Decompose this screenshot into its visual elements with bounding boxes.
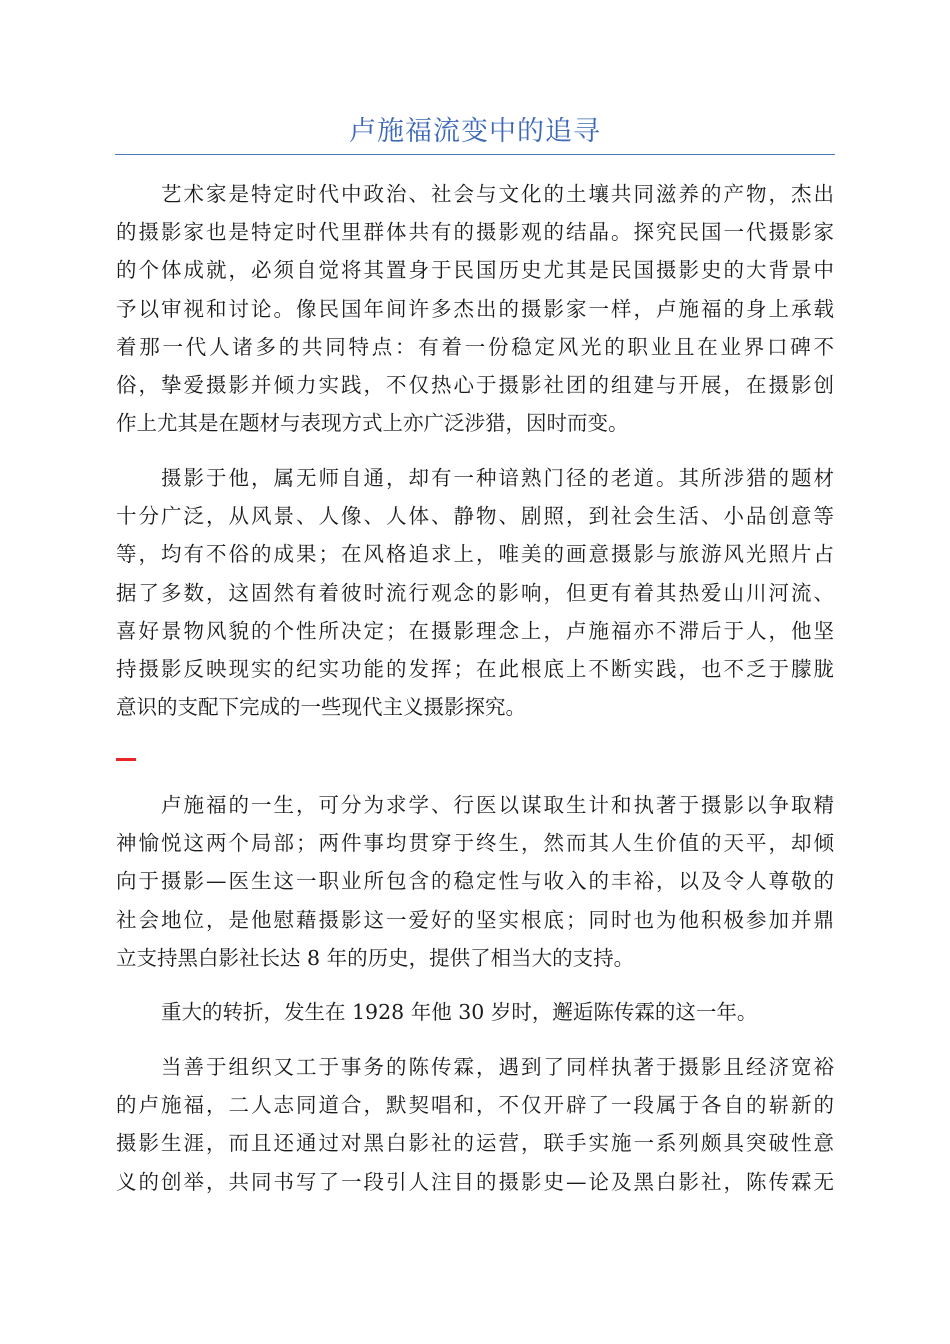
paragraph-2	[116, 459, 834, 726]
paragraph-line: 持摄影反映现实的纪实功能的发挥；在此根底上不断实践，也不乏于朦胧	[116, 657, 834, 682]
paragraph-line: 向于摄影—医生这一职业所包含的稳定性与收入的丰裕，以及令人尊敬的	[116, 869, 834, 894]
paragraph-line: 卢施福的一生，可分为求学、行医以谋取生计和执著于摄影以争取精	[161, 793, 834, 817]
paragraph-line: 摄影于他，属无师自通，却有一种谙熟门径的老道。其所涉猎的题材	[161, 466, 834, 490]
paragraph-line: 等，均有不俗的成果；在风格追求上，唯美的画意摄影与旅游风光照片占	[116, 542, 834, 567]
paragraph-line: 作上尤其是在题材与表现方式上亦广泛涉猎，因时而变。	[116, 411, 629, 436]
paragraph-5	[116, 1048, 834, 1201]
paragraph-line: 摄影生涯，而且还通过对黑白影社的运营，联手实施一系列颇具突破性意	[116, 1131, 834, 1156]
paragraph-line: 十分广泛，从风景、人像、人体、静物、剧照，到社会生活、小品创意等	[116, 504, 834, 529]
paragraph-line: 俗，挚爱摄影并倾力实践，不仅热心于摄影社团的组建与开展，在摄影创	[116, 373, 834, 398]
paragraph-line: 的摄影家也是特定时代里群体共有的摄影观的结晶。探究民国一代摄影家	[116, 220, 834, 245]
section-divider-mark	[116, 758, 136, 761]
paragraph-line: 神愉悦这两个局部；两件事均贯穿于终生，然而其人生价值的天平，却倾	[116, 831, 834, 856]
paragraph-line: 着那一代人诸多的共同特点：有着一份稳定风光的职业且在业界口碑不	[116, 334, 834, 359]
paragraph-line: 社会地位，是他慰藉摄影这一爱好的坚实根底；同时也为他积极参加并鼎	[116, 907, 834, 932]
paragraph-4	[116, 993, 834, 1031]
title-underline	[115, 154, 835, 155]
paragraph-line: 义的创举，共同书写了一段引人注目的摄影史—论及黑白影社，陈传霖无	[116, 1169, 834, 1194]
paragraph-line: 据了多数，这固然有着彼时流行观念的影响，但更有着其热爱山川河流、	[116, 580, 834, 605]
paragraph-line: 喜好景物风貌的个性所决定；在摄影理念上，卢施福亦不滞后于人，他坚	[116, 618, 834, 643]
paragraph-line: 的个体成就，必须自觉将其置身于民国历史尤其是民国摄影史的大背景中	[116, 258, 834, 283]
paragraph-line: 艺术家是特定时代中政治、社会与文化的土壤共同滋养的产物，杰出	[161, 182, 834, 206]
paragraph-line: 立支持黑白影社长达 8 年的历史，提供了相当大的支持。	[116, 945, 635, 970]
paragraph-1	[116, 175, 834, 442]
page-title: 卢施福流变中的追寻	[349, 116, 601, 147]
paragraph-line: 予以审视和讨论。像民国年间许多杰出的摄影家一样，卢施福的身上承载	[116, 296, 834, 321]
paragraph-3	[116, 786, 834, 977]
paragraph-line: 意识的支配下完成的一些现代主义摄影探究。	[116, 695, 526, 720]
paragraph-line: 重大的转折，发生在 1928 年他 30 岁时，邂逅陈传霖的这一年。	[161, 1000, 758, 1024]
paragraph-line: 的卢施福，二人志同道合，默契唱和，不仅开辟了一段属于各自的崭新的	[116, 1093, 834, 1118]
paragraph-line: 当善于组织又工于事务的陈传霖，遇到了同样执著于摄影且经济宽裕	[161, 1055, 834, 1079]
